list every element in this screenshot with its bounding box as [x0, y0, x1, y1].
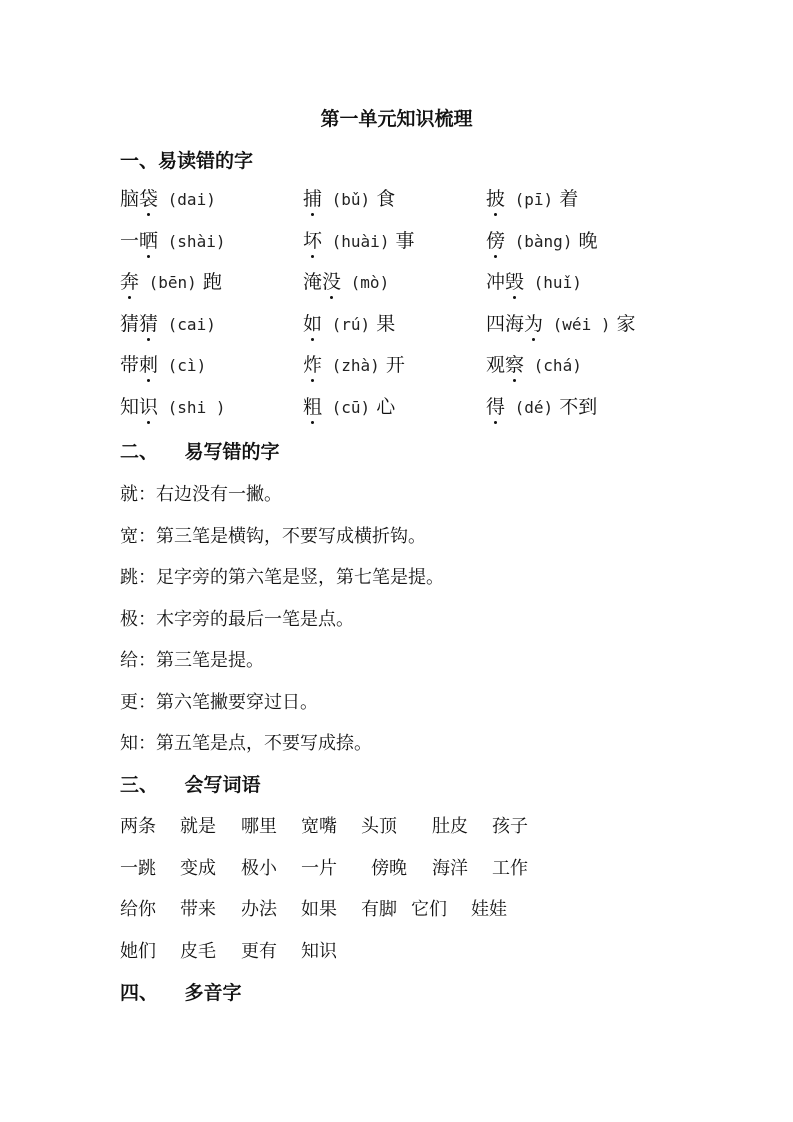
pinyin: (zhà): [322, 356, 380, 375]
marked-character: 袋: [139, 184, 158, 211]
word-prefix: 知: [120, 395, 140, 418]
read-errors-item: [120, 309, 216, 336]
write-errors-item: 知：第五笔是点，不要写成捺。: [120, 733, 372, 754]
write-errors-item: 宽：第三笔是横钩，不要写成横折钩。: [120, 525, 426, 547]
word-item: 皮毛: [180, 940, 216, 962]
word-item: 宽嘴: [301, 816, 337, 837]
word-suffix: 家: [610, 312, 636, 335]
read-errors-item: [120, 392, 225, 419]
read-errors-item: [303, 392, 395, 419]
word-suffix: 着: [553, 188, 579, 210]
pinyin: (bǔ): [322, 190, 371, 209]
word-item: 一跳: [120, 857, 156, 879]
pinyin: (bēn): [139, 273, 197, 292]
read-errors-item: [486, 309, 636, 336]
marked-character: 没: [322, 267, 341, 294]
marked-character: 捕: [303, 184, 322, 211]
word-item: 肚皮: [432, 816, 468, 837]
pinyin: (shài): [158, 231, 226, 251]
word-item: 她们: [120, 940, 156, 962]
marked-character: 披: [486, 184, 505, 211]
word-item: 知识: [301, 940, 337, 962]
marked-character: 刺: [139, 350, 158, 377]
read-errors-item: [303, 267, 389, 294]
word-suffix: 果: [370, 312, 396, 335]
write-errors-item: 就：右边没有一撇。: [120, 484, 282, 505]
read-errors-item: [486, 350, 582, 377]
word-item: 工作: [492, 857, 528, 879]
word-item: 办法: [241, 899, 277, 920]
marked-character: 奔: [120, 267, 139, 294]
marked-character: 坏: [303, 226, 322, 253]
read-errors-item: [486, 226, 598, 253]
word-item: 两条: [120, 816, 156, 837]
pinyin: (chá): [524, 356, 582, 375]
word-item: 给你: [120, 899, 156, 920]
marked-character: 晒: [139, 226, 158, 253]
word-item: 极小: [241, 857, 277, 879]
pinyin: (huài): [322, 231, 390, 251]
read-errors-item: [120, 226, 225, 253]
word-item: 傍晚: [371, 857, 407, 879]
marked-character: 如: [303, 309, 322, 336]
word-item: 哪里: [241, 816, 277, 837]
word-item: 一片: [301, 857, 337, 879]
read-errors-item: [303, 350, 405, 377]
pinyin: (bàng): [505, 231, 573, 251]
section-heading-read-errors: 一、易读错的字: [120, 150, 254, 172]
read-errors-item: [303, 226, 415, 253]
pinyin: (rú): [322, 314, 371, 334]
pinyin: (huǐ): [524, 273, 582, 292]
word-suffix: 食: [370, 188, 396, 210]
pinyin: (wéi ): [543, 314, 611, 334]
word-item: 头顶: [361, 816, 397, 837]
word-prefix: 观: [486, 354, 506, 376]
read-errors-item: [120, 184, 216, 211]
word-item: 孩子: [492, 816, 528, 837]
word-item: 如果: [301, 899, 337, 920]
read-errors-item: [120, 267, 222, 294]
word-item: 海洋: [432, 857, 468, 879]
pinyin: (cai): [158, 314, 216, 334]
marked-character: 毁: [505, 267, 524, 294]
write-errors-item: 更：第六笔撇要穿过日。: [120, 691, 318, 713]
pinyin: (cì): [158, 356, 207, 375]
marked-character: 傍: [486, 226, 505, 253]
pinyin: (cū): [322, 397, 371, 417]
pinyin: (dai): [158, 190, 216, 209]
marked-character: 得: [486, 392, 505, 419]
word-suffix: 心: [370, 395, 396, 418]
word-item: 娃娃: [471, 899, 507, 920]
read-errors-item: [303, 184, 395, 211]
word-prefix: 淹: [303, 271, 323, 293]
word-prefix: 脑: [120, 188, 140, 210]
word-suffix: 开: [379, 354, 405, 376]
word-item: 更有: [241, 940, 277, 962]
marked-character: 猜: [139, 309, 158, 336]
section-heading-words: 三、 会写词语: [120, 774, 261, 796]
pinyin: (pī): [505, 190, 554, 209]
word-prefix: 一: [120, 229, 140, 252]
word-suffix: 不到: [553, 395, 598, 418]
marked-character: 察: [505, 350, 524, 377]
read-errors-item: [486, 392, 597, 419]
word-suffix: 跑: [196, 271, 222, 293]
word-prefix: 四海: [486, 312, 525, 335]
word-item: 就是: [180, 816, 216, 837]
write-errors-item: 跳：足字旁的第六笔是竖，第七笔是提。: [120, 567, 444, 588]
word-item: 它们: [411, 899, 447, 920]
section-heading-write-errors: 二、 易写错的字: [120, 441, 280, 463]
word-suffix: 事: [389, 229, 415, 252]
pinyin: (shi ): [158, 397, 226, 417]
read-errors-item: [303, 309, 395, 336]
word-item: 变成: [180, 857, 216, 879]
word-prefix: 带: [120, 354, 140, 376]
marked-character: 粗: [303, 392, 322, 419]
marked-character: 识: [139, 392, 158, 419]
read-errors-item: [120, 350, 206, 377]
word-item: 带来: [180, 899, 216, 920]
write-errors-item: 极：木字旁的最后一笔是点。: [120, 608, 354, 630]
word-suffix: 晚: [572, 229, 598, 252]
write-errors-item: 给：第三笔是提。: [120, 650, 264, 671]
word-prefix: 猜: [120, 312, 140, 335]
pinyin: (mò): [341, 273, 390, 292]
marked-character: 炸: [303, 350, 322, 377]
marked-character: 为: [524, 309, 543, 336]
read-errors-item: [486, 267, 582, 294]
section-heading-polyphones: 四、 多音字: [120, 982, 242, 1004]
page-title: 第一单元知识梳理: [320, 108, 473, 130]
pinyin: (dé): [505, 397, 554, 417]
word-item: 有脚: [361, 899, 397, 920]
word-prefix: 冲: [486, 271, 506, 293]
read-errors-item: [486, 184, 578, 211]
